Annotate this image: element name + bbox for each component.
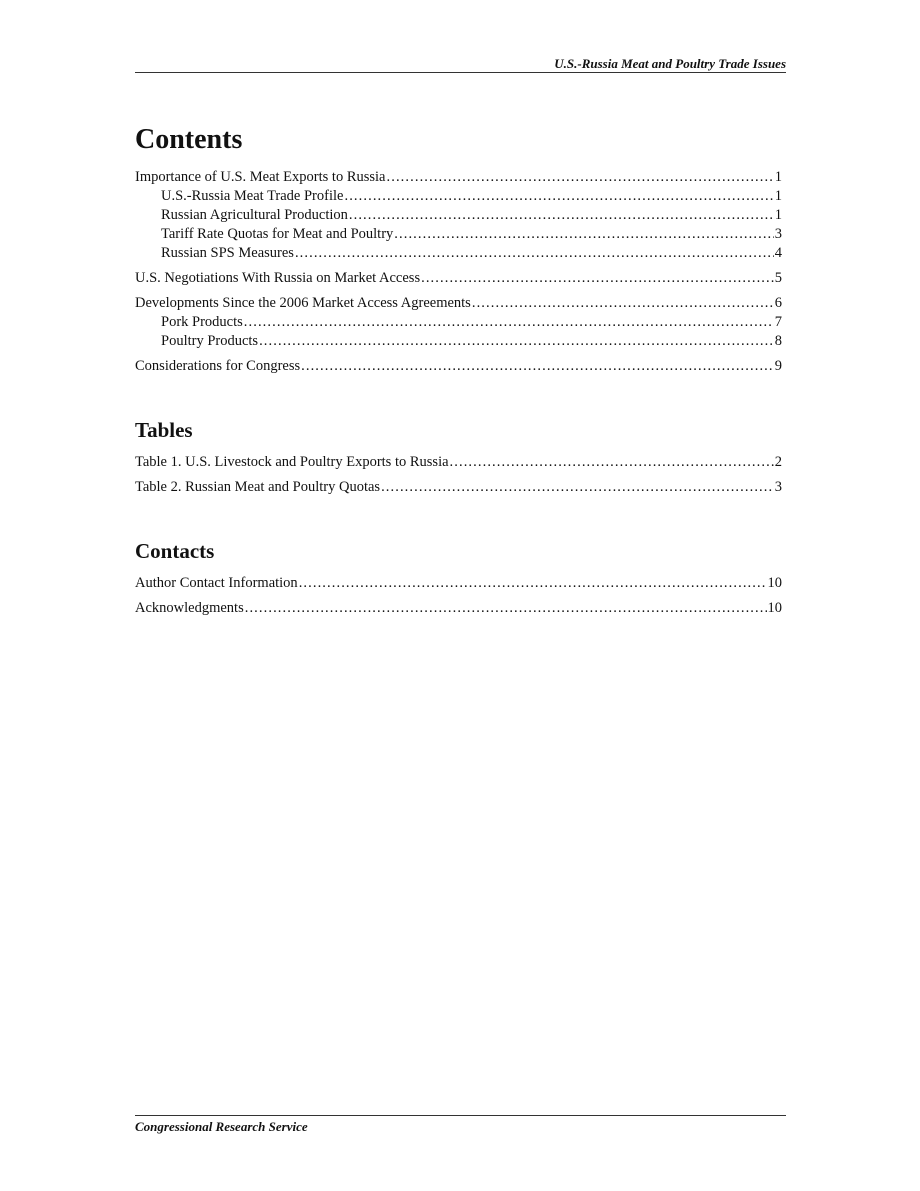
toc-entry-label: Importance of U.S. Meat Exports to Russia <box>135 169 386 185</box>
running-header: U.S.-Russia Meat and Poultry Trade Issues <box>554 56 786 71</box>
dot-leader <box>421 269 774 288</box>
toc-entry-label: Russian Agricultural Production <box>161 207 348 223</box>
toc-entry[interactable] <box>135 294 782 313</box>
table-of-contents <box>135 124 782 618</box>
contacts-section <box>135 539 782 618</box>
toc-entry-label: Considerations for Congress <box>135 358 301 374</box>
toc-entry[interactable] <box>135 574 782 593</box>
toc-entry-page: 3 <box>774 479 782 495</box>
toc-entry-label: Table 2. Russian Meat and Poultry Quotas <box>135 479 381 495</box>
toc-entry-label: Russian SPS Measures <box>161 245 294 261</box>
toc-entry[interactable] <box>135 332 782 351</box>
dot-leader <box>381 478 774 497</box>
dot-leader <box>344 187 773 206</box>
toc-entry-page: 4 <box>774 245 782 261</box>
toc-entry[interactable] <box>135 168 782 187</box>
toc-entry-label: Acknowledgments <box>135 600 244 616</box>
toc-entry-page: 6 <box>774 295 782 311</box>
dot-leader <box>259 332 774 351</box>
toc-entry-label: Poultry Products <box>161 333 259 349</box>
toc-entry[interactable] <box>135 269 782 288</box>
toc-entry-page: 9 <box>774 358 782 374</box>
header-rule <box>135 72 786 73</box>
tables-heading: Tables <box>135 418 193 442</box>
toc-entry-label: U.S. Negotiations With Russia on Market Access <box>135 270 421 286</box>
toc-entry-page: 1 <box>774 188 782 204</box>
tables-section <box>135 418 782 497</box>
dot-leader <box>299 574 767 593</box>
toc-entry-label: Author Contact Information <box>135 575 298 591</box>
toc-entry-page: 10 <box>767 600 782 616</box>
toc-entry-page: 1 <box>774 169 782 185</box>
toc-entry[interactable] <box>135 225 782 244</box>
contents-heading: Contents <box>135 124 243 155</box>
dot-leader <box>349 206 774 225</box>
toc-entry[interactable] <box>135 599 782 618</box>
footer-rule <box>135 1115 786 1116</box>
toc-entry[interactable] <box>135 206 782 225</box>
dot-leader <box>244 313 774 332</box>
contacts-heading: Contacts <box>135 539 215 563</box>
toc-entry[interactable] <box>135 313 782 332</box>
toc-entry-page: 1 <box>774 207 782 223</box>
toc-entry-label: Developments Since the 2006 Market Access Agreements <box>135 295 471 311</box>
toc-entry-page: 3 <box>774 226 782 242</box>
toc-entry-label: Tariff Rate Quotas for Meat and Poultry <box>161 226 394 242</box>
dot-leader <box>450 453 774 472</box>
toc-entry-page: 5 <box>774 270 782 286</box>
toc-entry[interactable] <box>135 187 782 206</box>
dot-leader <box>245 599 767 618</box>
toc-entry-label: U.S.-Russia Meat Trade Profile <box>161 188 344 204</box>
dot-leader <box>301 357 774 376</box>
dot-leader <box>472 294 774 313</box>
toc-entry-page: 10 <box>767 575 782 591</box>
toc-entry[interactable] <box>135 244 782 263</box>
dot-leader <box>295 244 774 263</box>
toc-entry[interactable] <box>135 357 782 376</box>
toc-entry-page: 8 <box>774 333 782 349</box>
tables-list <box>135 453 782 497</box>
contacts-list <box>135 574 782 618</box>
contents-list <box>135 168 782 376</box>
toc-entry-label: Table 1. U.S. Livestock and Poultry Exports to Russia <box>135 454 449 470</box>
toc-entry[interactable] <box>135 453 782 472</box>
running-footer: Congressional Research Service <box>135 1119 308 1134</box>
dot-leader <box>394 225 773 244</box>
dot-leader <box>387 168 774 187</box>
toc-entry[interactable] <box>135 478 782 497</box>
toc-entry-page: 7 <box>774 314 782 330</box>
toc-entry-label: Pork Products <box>161 314 243 330</box>
toc-entry-page: 2 <box>774 454 782 470</box>
